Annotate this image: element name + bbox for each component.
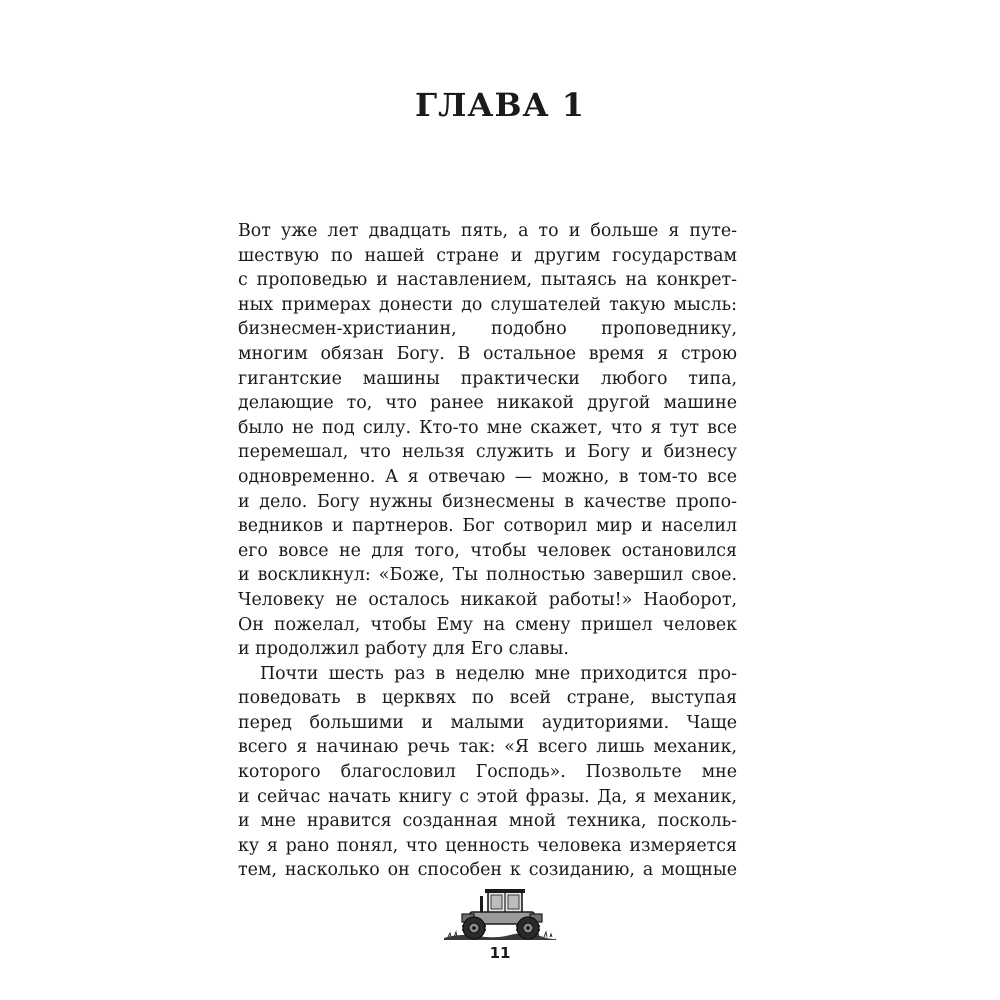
text-line: и сейчас начать книгу с этой фразы. Да, я механик, bbox=[238, 786, 737, 807]
text-line: бизнесмен-христианин, подобно проповеднику, bbox=[238, 319, 737, 340]
text-line: и продолжил работу для Его славы. bbox=[238, 639, 569, 660]
text-line: и мне нравится созданная мной техника, посколь- bbox=[238, 811, 737, 832]
text-line: Почти шесть раз в неделю мне приходится про- bbox=[260, 663, 737, 684]
text-line: делающие то, что ранее никакой другой машине bbox=[238, 393, 737, 414]
text-line: всего я начинаю речь так: «Я всего лишь механик, bbox=[238, 737, 737, 758]
text-line: Вот уже лет двадцать пять, а то и больше я путе- bbox=[238, 221, 737, 241]
text-line: шествую по нашей стране и другим государствам bbox=[238, 245, 737, 266]
text-line: одновременно. А я отвечаю — можно, в том-то все bbox=[238, 466, 737, 487]
text-line: и воскликнул: «Боже, Ты полностью завершил свое. bbox=[238, 565, 737, 586]
chapter-title: ГЛАВА 1 bbox=[415, 86, 585, 124]
text-line: поведовать в церквях по всей стране, выступая bbox=[238, 688, 737, 709]
text-line: многим обязан Богу. В остальное время я строю bbox=[238, 343, 737, 364]
text-line: с проповедью и наставлением, пытаясь на конкрет- bbox=[238, 270, 737, 291]
text-line: ку я рано понял, что ценность человека измеряется bbox=[238, 835, 737, 856]
text-line: которого благословил Господь». Позвольте мне bbox=[238, 762, 737, 783]
text-line: и дело. Богу нужны бизнесмены в качестве пропо- bbox=[238, 491, 737, 512]
text-line: было не под силу. Кто-то мне скажет, что я тут все bbox=[238, 417, 737, 438]
text-line: Он пожелал, чтобы Ему на смену пришел человек bbox=[238, 614, 737, 635]
text-line: тем, насколько он способен к созиданию, а мощные bbox=[238, 860, 737, 881]
tractor-illustration bbox=[440, 886, 560, 942]
body-text bbox=[238, 219, 737, 883]
text-line: ведников и партнеров. Бог сотворил мир и населил bbox=[238, 516, 737, 537]
text-line: гигантские машины практически любого типа, bbox=[238, 368, 737, 389]
page-number: 11 bbox=[489, 944, 511, 962]
text-line: его вовсе не для того, чтобы человек остановился bbox=[238, 540, 737, 561]
text-line: ных примерах донести до слушателей такую мысль: bbox=[238, 294, 737, 315]
text-line: перемешал, что нельзя служить и Богу и бизнесу bbox=[238, 442, 737, 463]
text-line: перед большими и малыми аудиториями. Чаще bbox=[238, 712, 737, 733]
text-line: Человеку не осталось никакой работы!» Наоборот, bbox=[238, 589, 737, 610]
